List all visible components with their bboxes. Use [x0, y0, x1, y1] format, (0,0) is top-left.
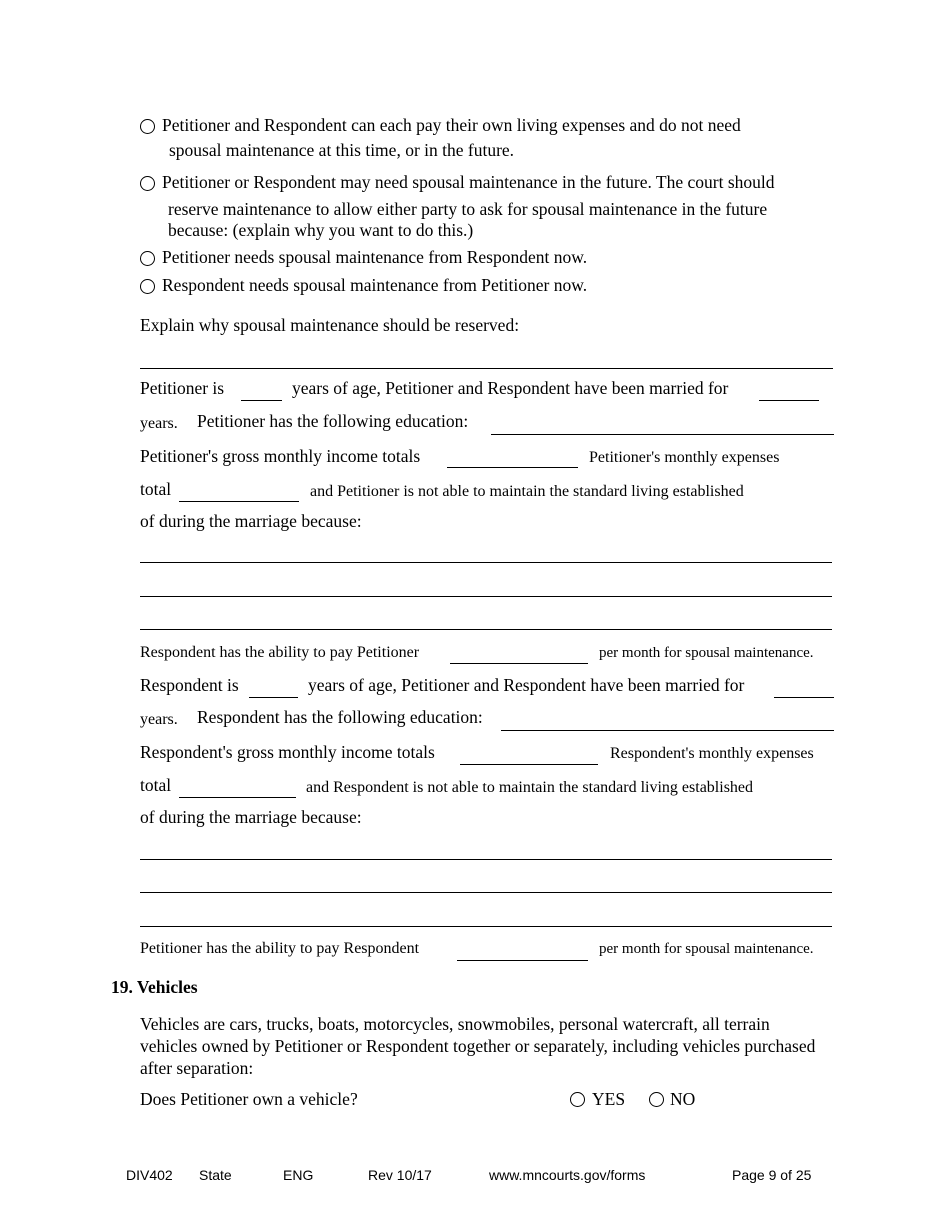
vehicle-yes-radio[interactable] — [570, 1092, 585, 1107]
option-own-expenses-line1: Petitioner and Respondent can each pay their own living expenses and do not need — [162, 115, 741, 135]
option-reserve-radio[interactable] — [140, 176, 155, 191]
petitioner-during-label: of during the marriage because: — [140, 511, 362, 531]
explain-reserved-label: Explain why spousal maintenance should be reserved: — [140, 315, 520, 335]
option-own-expenses-line2: spousal maintenance at this time, or in the future. — [169, 140, 515, 160]
footer-page-number: Page 9 of 25 — [732, 1167, 812, 1183]
vehicles-desc-line2: vehicles owned by Petitioner or Respondent together or separately, including vehicles purchased — [140, 1036, 816, 1056]
petitioner-total-label: total — [140, 479, 172, 499]
footer-url: www.mncourts.gov/forms — [489, 1167, 646, 1183]
vehicle-yes-label: YES — [592, 1089, 626, 1109]
petitioner-years-married-field[interactable] — [759, 400, 819, 401]
respondent-pay-per-month: per month for spousal maintenance. — [599, 645, 814, 661]
option-petitioner-needs-label: Petitioner needs spousal maintenance from Respondent now. — [162, 247, 588, 267]
respondent-education-field[interactable] — [501, 730, 834, 731]
petitioner-reason-line-3[interactable] — [140, 629, 832, 630]
petitioner-expenses-field[interactable] — [179, 501, 299, 502]
respondent-total-label: total — [140, 775, 172, 795]
respondent-reason-line-1[interactable] — [140, 859, 832, 860]
vehicles-heading: 19. Vehicles — [111, 977, 198, 997]
petitioner-education-field[interactable] — [491, 434, 834, 435]
respondent-income-label: Respondent's gross monthly income totals — [140, 742, 435, 762]
respondent-age-field[interactable] — [249, 697, 298, 698]
petitioner-years-label: years. — [140, 415, 178, 432]
respondent-age-married-label: years of age, Petitioner and Respondent have been married for — [308, 675, 745, 695]
respondent-reason-line-3[interactable] — [140, 926, 832, 927]
option-respondent-needs-label: Respondent needs spousal maintenance from Petitioner now. — [162, 275, 588, 295]
footer-revision: Rev 10/17 — [368, 1167, 432, 1183]
petitioner-age-married-label: years of age, Petitioner and Respondent have been married for — [292, 378, 729, 398]
option-reserve-line1: Petitioner or Respondent may need spousal maintenance in the future. The court should — [162, 172, 775, 192]
respondent-education-label: Respondent has the following education: — [197, 707, 483, 727]
respondent-pay-field[interactable] — [450, 663, 588, 664]
vehicles-desc-line1: Vehicles are cars, trucks, boats, motorcycles, snowmobiles, personal watercraft, all terrain — [140, 1014, 770, 1034]
petitioner-not-able-label: and Petitioner is not able to maintain the standard living established — [310, 483, 744, 500]
respondent-expenses-label: Respondent's monthly expenses — [610, 745, 814, 762]
footer-state: State — [199, 1167, 232, 1183]
vehicle-question: Does Petitioner own a vehicle? — [140, 1089, 358, 1109]
option-own-expenses-radio[interactable] — [140, 119, 155, 134]
vehicles-desc-line3: after separation: — [140, 1058, 254, 1078]
petitioner-age-field[interactable] — [241, 400, 282, 401]
footer-form-id: DIV402 — [126, 1167, 173, 1183]
respondent-during-label: of during the marriage because: — [140, 807, 362, 827]
option-reserve-line2: reserve maintenance to allow either party to ask for spousal maintenance in the future — [168, 199, 768, 219]
respondent-income-field[interactable] — [460, 764, 598, 765]
petitioner-reason-line-1[interactable] — [140, 562, 832, 563]
explain-reserved-field[interactable] — [140, 368, 833, 369]
footer-language: ENG — [283, 1167, 314, 1183]
respondent-years-label: years. — [140, 711, 178, 728]
petitioner-pay-per-month: per month for spousal maintenance. — [599, 941, 814, 957]
petitioner-education-label: Petitioner has the following education: — [197, 411, 469, 431]
option-petitioner-needs-radio[interactable] — [140, 251, 155, 266]
petitioner-is-label: Petitioner is — [140, 378, 225, 398]
petitioner-income-field[interactable] — [447, 467, 578, 468]
respondent-is-label: Respondent is — [140, 675, 239, 695]
respondent-not-able-label: and Respondent is not able to maintain the standard living established — [306, 779, 754, 796]
option-reserve-line3: because: (explain why you want to do this.) — [168, 220, 474, 240]
petitioner-pay-field[interactable] — [457, 960, 588, 961]
option-respondent-needs-radio[interactable] — [140, 279, 155, 294]
respondent-pay-label: Respondent has the ability to pay Petitioner — [140, 644, 420, 661]
petitioner-reason-line-2[interactable] — [140, 596, 832, 597]
petitioner-income-label: Petitioner's gross monthly income totals — [140, 446, 421, 466]
petitioner-pay-label: Petitioner has the ability to pay Respondent — [140, 940, 420, 957]
respondent-expenses-field[interactable] — [179, 797, 296, 798]
petitioner-expenses-label: Petitioner's monthly expenses — [589, 449, 780, 466]
respondent-years-married-field[interactable] — [774, 697, 834, 698]
vehicle-no-label: NO — [670, 1089, 696, 1109]
vehicle-no-radio[interactable] — [649, 1092, 664, 1107]
respondent-reason-line-2[interactable] — [140, 892, 832, 893]
